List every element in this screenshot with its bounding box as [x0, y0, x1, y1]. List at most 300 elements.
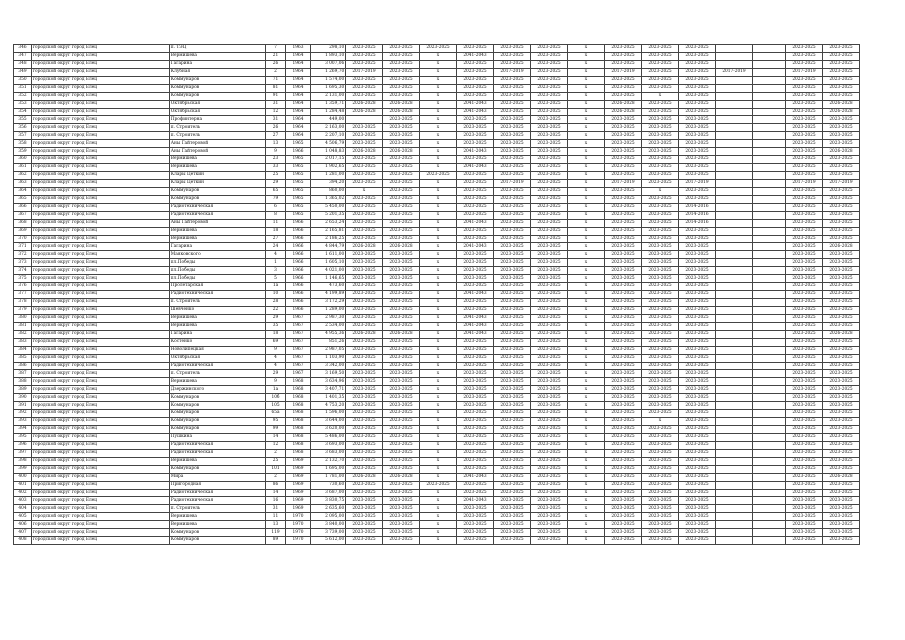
table-row — [14, 338, 860, 346]
period-cell-9: 2023-2025 — [642, 76, 679, 84]
period-cell-5: 2023-2025 — [494, 172, 531, 180]
period-cell-10: 2023-2025 — [679, 84, 716, 92]
build-year-cell: 1964 — [286, 92, 311, 100]
period-cell-12 — [753, 338, 786, 346]
period-cell-14: 2023-2025 — [823, 291, 860, 299]
period-cell-1: 2023-2025 — [346, 235, 383, 243]
period-cell-1: 2023-2025 — [346, 370, 383, 378]
area-cell: 3 169,50 — [311, 370, 346, 378]
period-cell-14: 2023-2025 — [823, 505, 860, 513]
period-cell-7: х — [568, 291, 605, 299]
municipality-cell: городской округ город Елец — [32, 426, 170, 434]
period-cell-7: х — [568, 402, 605, 410]
period-cell-5: 2017-2019 — [494, 68, 531, 76]
period-cell-8: 2023-2025 — [605, 410, 642, 418]
build-year-cell: 1964 — [286, 52, 311, 60]
period-cell-14: 2023-2025 — [823, 76, 860, 84]
table-row — [14, 156, 860, 164]
area-cell: 1 269,70 — [311, 68, 346, 76]
period-cell-14: 2023-2025 — [823, 465, 860, 473]
period-cell-1: 2023-2025 — [346, 306, 383, 314]
period-cell-2: 2023-2025 — [383, 132, 420, 140]
period-cell-2: 2023-2025 — [383, 283, 420, 291]
period-cell-7: х — [568, 243, 605, 251]
period-cell-11 — [716, 537, 753, 545]
period-cell-6: 2023-2025 — [531, 473, 568, 481]
period-cell-8: 2023-2025 — [605, 418, 642, 426]
build-year-cell: 1968 — [286, 418, 311, 426]
period-cell-6: 2023-2025 — [531, 370, 568, 378]
period-cell-9: 2023-2025 — [642, 410, 679, 418]
table-row — [14, 346, 860, 354]
area-cell: 3 634,96 — [311, 378, 346, 386]
row-number-cell: 354 — [14, 108, 32, 116]
period-cell-2: 2023-2025 — [383, 362, 420, 370]
house-number-cell: 7 — [266, 45, 286, 53]
period-cell-11 — [716, 76, 753, 84]
period-cell-12 — [753, 346, 786, 354]
house-number-cell: 25 — [266, 172, 286, 180]
period-cell-3: х — [420, 267, 457, 275]
period-cell-12 — [753, 203, 786, 211]
area-cell: 4 021,00 — [311, 267, 346, 275]
period-cell-1: 2026-2028 — [346, 330, 383, 338]
period-cell-12 — [753, 394, 786, 402]
period-cell-12 — [753, 330, 786, 338]
period-cell-4: 2023-2025 — [457, 124, 494, 132]
period-cell-6: 2023-2025 — [531, 283, 568, 291]
table-row — [14, 481, 860, 489]
period-cell-9: 2023-2025 — [642, 211, 679, 219]
period-cell-13: 2023-2025 — [786, 457, 823, 465]
period-cell-9: 2023-2025 — [642, 235, 679, 243]
period-cell-9: 2023-2025 — [642, 267, 679, 275]
period-cell-1: 2023-2025 — [346, 164, 383, 172]
row-number-cell: 397 — [14, 449, 32, 457]
build-year-cell: 1965 — [286, 164, 311, 172]
period-cell-8: 2023-2025 — [605, 497, 642, 505]
period-cell-3: х — [420, 235, 457, 243]
area-cell: 3 342,00 — [311, 362, 346, 370]
table-row — [14, 267, 860, 275]
table-row — [14, 259, 860, 267]
table-row — [14, 529, 860, 537]
period-cell-6: 2023-2025 — [531, 505, 568, 513]
period-cell-10: 2023-2025 — [679, 60, 716, 68]
period-cell-11 — [716, 116, 753, 124]
period-cell-8: 2023-2025 — [605, 84, 642, 92]
period-cell-1: 2023-2025 — [346, 251, 383, 259]
street-cell: Вермишева — [170, 227, 266, 235]
period-cell-1: 2023-2025 — [346, 227, 383, 235]
period-cell-12 — [753, 481, 786, 489]
period-cell-4: 2041-2043 — [457, 219, 494, 227]
period-cell-2: 2023-2025 — [383, 68, 420, 76]
street-cell: Октябрьская — [170, 354, 266, 362]
period-cell-10: 2023-2025 — [679, 235, 716, 243]
period-cell-6: 2023-2025 — [531, 187, 568, 195]
period-cell-14: 2023-2025 — [823, 370, 860, 378]
period-cell-6: 2023-2025 — [531, 148, 568, 156]
row-number-cell: 388 — [14, 378, 32, 386]
period-cell-8: 2023-2025 — [605, 187, 642, 195]
period-cell-1: 2026-2028 — [346, 243, 383, 251]
table-row — [14, 68, 860, 76]
period-cell-11 — [716, 410, 753, 418]
period-cell-7: х — [568, 283, 605, 291]
period-cell-6: 2023-2025 — [531, 211, 568, 219]
period-cell-1: 2023-2025 — [346, 354, 383, 362]
area-cell: 1 048,83 — [311, 148, 346, 156]
street-cell: Радиотехническая — [170, 211, 266, 219]
period-cell-1: 2023-2025 — [346, 211, 383, 219]
period-cell-10: 2023-2025 — [679, 433, 716, 441]
street-cell: Вермишева — [170, 322, 266, 330]
municipality-cell: городской округ город Елец — [32, 489, 170, 497]
period-cell-14: 2023-2025 — [823, 140, 860, 148]
period-cell-5: 2023-2025 — [494, 418, 531, 426]
area-cell: 3 683,00 — [311, 449, 346, 457]
period-cell-5: 2023-2025 — [494, 378, 531, 386]
period-cell-5: 2023-2025 — [494, 251, 531, 259]
period-cell-11 — [716, 219, 753, 227]
house-number-cell: 16 — [266, 497, 286, 505]
period-cell-11 — [716, 346, 753, 354]
period-cell-1: 2026-2028 — [346, 473, 383, 481]
period-cell-11 — [716, 521, 753, 529]
municipality-cell: городской округ город Елец — [32, 275, 170, 283]
period-cell-13: 2023-2025 — [786, 76, 823, 84]
table-row — [14, 219, 860, 227]
table-row — [14, 497, 860, 505]
period-cell-14: 2023-2025 — [823, 164, 860, 172]
period-cell-14: 2023-2025 — [823, 449, 860, 457]
period-cell-14: 2023-2025 — [823, 267, 860, 275]
period-cell-11 — [716, 291, 753, 299]
period-cell-12 — [753, 354, 786, 362]
row-number-cell: 398 — [14, 457, 32, 465]
period-cell-3: х — [420, 92, 457, 100]
period-cell-5: 2023-2025 — [494, 314, 531, 322]
period-cell-9: 2023-2025 — [642, 156, 679, 164]
municipality-cell: городской округ город Елец — [32, 537, 170, 545]
period-cell-7: х — [568, 537, 605, 545]
period-cell-4: 2023-2025 — [457, 465, 494, 473]
table-row — [14, 108, 860, 116]
period-cell-3: х — [420, 402, 457, 410]
period-cell-13: 2023-2025 — [786, 124, 823, 132]
period-cell-11 — [716, 441, 753, 449]
period-cell-4: 2023-2025 — [457, 306, 494, 314]
period-cell-7: х — [568, 489, 605, 497]
period-cell-3: х — [420, 100, 457, 108]
period-cell-6: 2023-2025 — [531, 76, 568, 84]
period-cell-9: 2023-2025 — [642, 203, 679, 211]
table-body — [14, 45, 860, 545]
period-cell-14: 2023-2025 — [823, 433, 860, 441]
period-cell-11 — [716, 418, 753, 426]
period-cell-14: 2023-2025 — [823, 306, 860, 314]
house-number-cell: 1а — [266, 283, 286, 291]
build-year-cell: 1964 — [286, 60, 311, 68]
period-cell-5: 2023-2025 — [494, 449, 531, 457]
period-cell-4: 2023-2025 — [457, 529, 494, 537]
period-cell-2: 2023-2025 — [383, 211, 420, 219]
period-cell-10: 2023-2025 — [679, 92, 716, 100]
period-cell-3: х — [420, 259, 457, 267]
street-cell: п. Строитель — [170, 124, 266, 132]
period-cell-10: 2023-2025 — [679, 441, 716, 449]
period-cell-12 — [753, 362, 786, 370]
period-cell-12 — [753, 426, 786, 434]
period-cell-8: 2026-2028 — [605, 108, 642, 116]
period-cell-14: 2023-2025 — [823, 211, 860, 219]
period-cell-7: х — [568, 473, 605, 481]
period-cell-5: 2023-2025 — [494, 211, 531, 219]
period-cell-14: 2023-2025 — [823, 457, 860, 465]
period-cell-14: 2023-2025 — [823, 116, 860, 124]
period-cell-5: 2023-2025 — [494, 291, 531, 299]
period-cell-11 — [716, 489, 753, 497]
period-cell-10: 2023-2025 — [679, 140, 716, 148]
period-cell-9: 2023-2025 — [642, 465, 679, 473]
period-cell-8: 2023-2025 — [605, 172, 642, 180]
period-cell-1: х — [346, 187, 383, 195]
table-row — [14, 322, 860, 330]
table-row — [14, 283, 860, 291]
house-number-cell: 14 — [266, 433, 286, 441]
street-cell: Коммунаров — [170, 84, 266, 92]
period-cell-12 — [753, 267, 786, 275]
period-cell-12 — [753, 108, 786, 116]
period-cell-3: х — [420, 203, 457, 211]
period-cell-11 — [716, 172, 753, 180]
period-cell-10: 2014-2016 — [679, 203, 716, 211]
period-cell-4: 2023-2025 — [457, 410, 494, 418]
period-cell-9: 2023-2025 — [642, 354, 679, 362]
street-cell: Пролетарская — [170, 283, 266, 291]
period-cell-13: 2023-2025 — [786, 60, 823, 68]
period-cell-8: 2023-2025 — [605, 235, 642, 243]
period-cell-13: 2023-2025 — [786, 481, 823, 489]
period-cell-12 — [753, 116, 786, 124]
house-number-cell: 2 — [266, 473, 286, 481]
period-cell-2: 2023-2025 — [383, 156, 420, 164]
municipality-cell: городской округ город Елец — [32, 251, 170, 259]
municipality-cell: городской округ город Елец — [32, 267, 170, 275]
period-cell-3: х — [420, 283, 457, 291]
period-cell-8: 2023-2025 — [605, 513, 642, 521]
period-cell-3: х — [420, 108, 457, 116]
period-cell-7: х — [568, 259, 605, 267]
table-row — [14, 243, 860, 251]
municipality-cell: городской округ город Елец — [32, 394, 170, 402]
row-number-cell: 378 — [14, 299, 32, 307]
municipality-cell: городской округ город Елец — [32, 481, 170, 489]
municipality-cell: городской округ город Елец — [32, 529, 170, 537]
build-year-cell: 1969 — [286, 489, 311, 497]
area-cell: 2 131,00 — [311, 92, 346, 100]
period-cell-5: 2023-2025 — [494, 108, 531, 116]
period-cell-14: 2023-2025 — [823, 354, 860, 362]
period-cell-7: х — [568, 92, 605, 100]
period-cell-14: 2023-2025 — [823, 481, 860, 489]
period-cell-6: 2023-2025 — [531, 410, 568, 418]
period-cell-2: 2023-2025 — [383, 505, 420, 513]
period-cell-1: 2023-2025 — [346, 52, 383, 60]
period-cell-6: 2023-2025 — [531, 386, 568, 394]
period-cell-12 — [753, 84, 786, 92]
municipality-cell: городской округ город Елец — [32, 354, 170, 362]
street-cell: Вермишева — [170, 52, 266, 60]
period-cell-4: 2023-2025 — [457, 537, 494, 545]
build-year-cell: 1967 — [286, 362, 311, 370]
period-cell-14: 2026-2028 — [823, 148, 860, 156]
period-cell-14: 2023-2025 — [823, 346, 860, 354]
period-cell-9: 2023-2025 — [642, 314, 679, 322]
period-cell-13: 2023-2025 — [786, 291, 823, 299]
period-cell-7: х — [568, 68, 605, 76]
area-cell: 1 359,71 — [311, 100, 346, 108]
period-cell-10: 2023-2025 — [679, 418, 716, 426]
period-cell-11 — [716, 299, 753, 307]
build-year-cell: 1966 — [286, 148, 311, 156]
build-year-cell: 1965 — [286, 156, 311, 164]
build-year-cell: 1968 — [286, 426, 311, 434]
street-cell: Коммунаров — [170, 529, 266, 537]
build-year-cell: 1966 — [286, 306, 311, 314]
period-cell-11 — [716, 378, 753, 386]
period-cell-10: 2023-2025 — [679, 132, 716, 140]
period-cell-4: 2023-2025 — [457, 211, 494, 219]
period-cell-12 — [753, 378, 786, 386]
area-cell: 3 739,00 — [311, 529, 346, 537]
period-cell-14: 2023-2025 — [823, 45, 860, 53]
period-cell-8: 2023-2025 — [605, 433, 642, 441]
period-cell-11 — [716, 426, 753, 434]
municipality-cell: городской округ город Елец — [32, 473, 170, 481]
build-year-cell: 1968 — [286, 378, 311, 386]
period-cell-7: х — [568, 362, 605, 370]
period-cell-3: х — [420, 164, 457, 172]
period-cell-11 — [716, 314, 753, 322]
period-cell-10: 2023-2025 — [679, 172, 716, 180]
row-number-cell: 400 — [14, 473, 32, 481]
build-year-cell: 1968 — [286, 449, 311, 457]
period-cell-2: 2023-2025 — [383, 203, 420, 211]
period-cell-8: 2023-2025 — [605, 322, 642, 330]
period-cell-14: 2023-2025 — [823, 338, 860, 346]
period-cell-7: х — [568, 84, 605, 92]
period-cell-3: х — [420, 410, 457, 418]
period-cell-7: х — [568, 76, 605, 84]
period-cell-7: х — [568, 100, 605, 108]
period-cell-13: 2023-2025 — [786, 148, 823, 156]
period-cell-3: х — [420, 211, 457, 219]
period-cell-4: 2023-2025 — [457, 346, 494, 354]
street-cell: Коммунаров — [170, 76, 266, 84]
municipality-cell: городской округ город Елец — [32, 346, 170, 354]
street-cell: Радиотехническая — [170, 497, 266, 505]
table-row — [14, 370, 860, 378]
period-cell-10: 2023-2025 — [679, 465, 716, 473]
period-cell-12 — [753, 60, 786, 68]
table-row — [14, 227, 860, 235]
period-cell-2: 2023-2025 — [383, 291, 420, 299]
period-cell-6: 2023-2025 — [531, 219, 568, 227]
period-cell-12 — [753, 386, 786, 394]
street-cell: Коммунаров — [170, 426, 266, 434]
period-cell-1: 2023-2025 — [346, 275, 383, 283]
municipality-cell: городской округ город Елец — [32, 465, 170, 473]
row-number-cell: 358 — [14, 140, 32, 148]
period-cell-12 — [753, 52, 786, 60]
period-cell-4: 2023-2025 — [457, 354, 494, 362]
period-cell-9: 2023-2025 — [642, 378, 679, 386]
street-cell: Профинтерна — [170, 116, 266, 124]
municipality-cell: городской округ город Елец — [32, 441, 170, 449]
period-cell-14: 2023-2025 — [823, 219, 860, 227]
period-cell-6: 2023-2025 — [531, 537, 568, 545]
period-cell-1: 2023-2025 — [346, 497, 383, 505]
period-cell-10: 2023-2025 — [679, 362, 716, 370]
period-cell-9: 2023-2025 — [642, 227, 679, 235]
period-cell-3: х — [420, 76, 457, 84]
period-cell-14: 2023-2025 — [823, 275, 860, 283]
period-cell-11 — [716, 505, 753, 513]
period-cell-10: 2023-2025 — [679, 156, 716, 164]
period-cell-8: 2023-2025 — [605, 203, 642, 211]
period-cell-8: 2023-2025 — [605, 505, 642, 513]
street-cell: пл.Победы — [170, 275, 266, 283]
period-cell-12 — [753, 172, 786, 180]
period-cell-3: х — [420, 314, 457, 322]
period-cell-8: 2023-2025 — [605, 156, 642, 164]
area-cell: 5 201,35 — [311, 211, 346, 219]
row-number-cell: 402 — [14, 489, 32, 497]
period-cell-3: х — [420, 529, 457, 537]
period-cell-13: 2023-2025 — [786, 187, 823, 195]
area-cell: 2 095,00 — [311, 513, 346, 521]
street-cell: Вермишева — [170, 513, 266, 521]
period-cell-6: 2023-2025 — [531, 179, 568, 187]
period-cell-12 — [753, 465, 786, 473]
municipality-cell: городской округ город Елец — [32, 156, 170, 164]
street-cell: Коммунаров — [170, 402, 266, 410]
street-cell: Радиотехническая — [170, 489, 266, 497]
area-cell: 1 695,30 — [311, 84, 346, 92]
period-cell-13: 2023-2025 — [786, 362, 823, 370]
municipality-cell: городской округ город Елец — [32, 378, 170, 386]
period-cell-5: 2023-2025 — [494, 473, 531, 481]
period-cell-1: 2023-2025 — [346, 433, 383, 441]
period-cell-3: х — [420, 251, 457, 259]
period-cell-2: 2023-2025 — [383, 529, 420, 537]
period-cell-1: 2023-2025 — [346, 132, 383, 140]
period-cell-10: 2023-2025 — [679, 513, 716, 521]
period-cell-2: 2023-2025 — [383, 195, 420, 203]
period-cell-5: 2023-2025 — [494, 410, 531, 418]
municipality-cell: городской округ город Елец — [32, 140, 170, 148]
period-cell-2: 2023-2025 — [383, 92, 420, 100]
period-cell-4: 2023-2025 — [457, 60, 494, 68]
municipality-cell: городской округ город Елец — [32, 418, 170, 426]
period-cell-6: 2023-2025 — [531, 513, 568, 521]
period-cell-3: х — [420, 84, 457, 92]
municipality-cell: городской округ город Елец — [32, 52, 170, 60]
period-cell-13: 2023-2025 — [786, 227, 823, 235]
area-cell: 449,00 — [311, 116, 346, 124]
